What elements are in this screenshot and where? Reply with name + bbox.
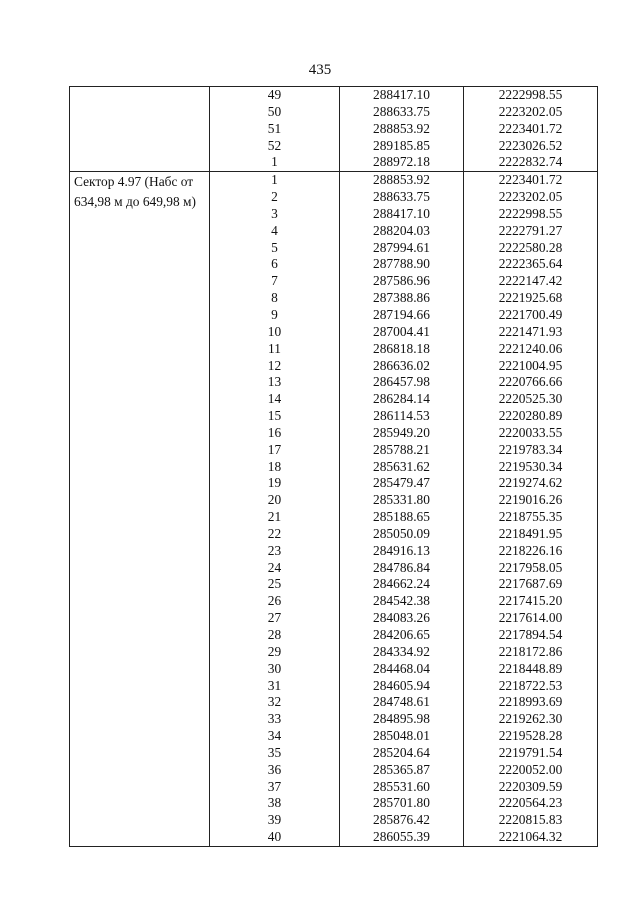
coord-x: 288417.10 xyxy=(340,87,464,104)
coord-x: 286114.53 xyxy=(340,408,464,425)
coord-x: 285331.80 xyxy=(340,492,464,509)
point-number: 49 xyxy=(210,87,340,104)
coord-y: 2219274.62 xyxy=(464,475,598,492)
coord-y: 2219791.54 xyxy=(464,745,598,762)
point-number: 24 xyxy=(210,560,340,577)
sector-label xyxy=(70,87,210,172)
coord-x: 285788.21 xyxy=(340,442,464,459)
coord-y: 2219530.34 xyxy=(464,459,598,476)
point-number: 11 xyxy=(210,341,340,358)
coord-y: 2221700.49 xyxy=(464,307,598,324)
coord-y: 2217614.00 xyxy=(464,610,598,627)
point-number: 20 xyxy=(210,492,340,509)
coord-x: 284916.13 xyxy=(340,543,464,560)
coord-x: 288853.92 xyxy=(340,121,464,138)
sector-block xyxy=(70,172,598,847)
coord-y: 2222791.27 xyxy=(464,223,598,240)
point-number: 10 xyxy=(210,324,340,341)
coordinates-table xyxy=(69,86,598,847)
coord-x: 284206.65 xyxy=(340,627,464,644)
coord-y: 2220033.55 xyxy=(464,425,598,442)
coord-y: 2218755.35 xyxy=(464,509,598,526)
coord-y: 2217894.54 xyxy=(464,627,598,644)
coord-y: 2218993.69 xyxy=(464,694,598,711)
coord-y: 2221471.93 xyxy=(464,324,598,341)
point-number: 29 xyxy=(210,644,340,661)
coord-y: 2223401.72 xyxy=(464,172,598,189)
coord-y: 2222580.28 xyxy=(464,240,598,257)
point-number: 35 xyxy=(210,745,340,762)
coord-x: 285479.47 xyxy=(340,475,464,492)
coord-y: 2222365.64 xyxy=(464,256,598,273)
point-number: 23 xyxy=(210,543,340,560)
point-number: 31 xyxy=(210,678,340,695)
coord-y: 2221240.06 xyxy=(464,341,598,358)
point-number: 1 xyxy=(210,172,340,189)
coord-y: 2218448.89 xyxy=(464,661,598,678)
coord-y: 2222147.42 xyxy=(464,273,598,290)
coord-x: 286284.14 xyxy=(340,391,464,408)
coord-x: 287586.96 xyxy=(340,273,464,290)
coord-y: 2218172.86 xyxy=(464,644,598,661)
point-number: 7 xyxy=(210,273,340,290)
coord-y: 2222998.55 xyxy=(464,206,598,223)
coord-x: 285531.60 xyxy=(340,779,464,796)
page-number: 435 xyxy=(308,62,332,78)
point-number: 13 xyxy=(210,374,340,391)
coord-x: 285631.62 xyxy=(340,459,464,476)
point-number: 25 xyxy=(210,576,340,593)
coord-x: 287788.90 xyxy=(340,256,464,273)
coord-y: 2220766.66 xyxy=(464,374,598,391)
coord-x: 286818.18 xyxy=(340,341,464,358)
coord-y: 2221064.32 xyxy=(464,829,598,846)
coord-y: 2222998.55 xyxy=(464,87,598,104)
coord-y: 2219783.34 xyxy=(464,442,598,459)
coord-x: 288633.75 xyxy=(340,104,464,121)
coord-x: 287388.86 xyxy=(340,290,464,307)
point-number: 12 xyxy=(210,358,340,375)
coord-y: 2223202.05 xyxy=(464,189,598,206)
coord-x: 285949.20 xyxy=(340,425,464,442)
coord-x: 287194.66 xyxy=(340,307,464,324)
point-number: 34 xyxy=(210,728,340,745)
point-number: 17 xyxy=(210,442,340,459)
point-number: 2 xyxy=(210,189,340,206)
point-number: 14 xyxy=(210,391,340,408)
point-number: 16 xyxy=(210,425,340,442)
coord-y: 2223202.05 xyxy=(464,104,598,121)
point-number: 6 xyxy=(210,256,340,273)
coord-x: 286636.02 xyxy=(340,358,464,375)
table-row xyxy=(70,87,598,104)
point-number: 21 xyxy=(210,509,340,526)
coord-x: 285365.87 xyxy=(340,762,464,779)
coord-y: 2222832.74 xyxy=(464,154,598,171)
coord-x: 285048.01 xyxy=(340,728,464,745)
coord-y: 2221004.95 xyxy=(464,358,598,375)
coord-x: 284334.92 xyxy=(340,644,464,661)
point-number: 27 xyxy=(210,610,340,627)
coord-y: 2220052.00 xyxy=(464,762,598,779)
coord-y: 2219016.26 xyxy=(464,492,598,509)
point-number: 4 xyxy=(210,223,340,240)
coord-x: 284605.94 xyxy=(340,678,464,695)
coord-y: 2217687.69 xyxy=(464,576,598,593)
coord-y: 2220309.59 xyxy=(464,779,598,796)
coord-x: 288417.10 xyxy=(340,206,464,223)
coord-y: 2217415.20 xyxy=(464,593,598,610)
point-number: 5 xyxy=(210,240,340,257)
coord-x: 285188.65 xyxy=(340,509,464,526)
coord-y: 2220815.83 xyxy=(464,812,598,829)
point-number: 19 xyxy=(210,475,340,492)
coord-y: 2218722.53 xyxy=(464,678,598,695)
point-number: 22 xyxy=(210,526,340,543)
point-number: 52 xyxy=(210,138,340,155)
coord-y: 2220525.30 xyxy=(464,391,598,408)
coord-x: 286055.39 xyxy=(340,829,464,846)
coord-y: 2223401.72 xyxy=(464,121,598,138)
coord-y: 2218491.95 xyxy=(464,526,598,543)
coord-x: 288853.92 xyxy=(340,172,464,189)
coord-x: 287004.41 xyxy=(340,324,464,341)
coord-x: 289185.85 xyxy=(340,138,464,155)
point-number: 3 xyxy=(210,206,340,223)
point-number: 15 xyxy=(210,408,340,425)
point-number: 8 xyxy=(210,290,340,307)
point-number: 39 xyxy=(210,812,340,829)
coord-y: 2220564.23 xyxy=(464,795,598,812)
point-number: 9 xyxy=(210,307,340,324)
coord-y: 2220280.89 xyxy=(464,408,598,425)
point-number: 38 xyxy=(210,795,340,812)
point-number: 26 xyxy=(210,593,340,610)
coord-x: 284662.24 xyxy=(340,576,464,593)
coord-y: 2219262.30 xyxy=(464,711,598,728)
point-number: 30 xyxy=(210,661,340,678)
point-number: 33 xyxy=(210,711,340,728)
coord-y: 2218226.16 xyxy=(464,543,598,560)
coord-y: 2219528.28 xyxy=(464,728,598,745)
coord-x: 284083.26 xyxy=(340,610,464,627)
coord-x: 284786.84 xyxy=(340,560,464,577)
coord-x: 288972.18 xyxy=(340,154,464,171)
coord-x: 285204.64 xyxy=(340,745,464,762)
coord-x: 288204.03 xyxy=(340,223,464,240)
point-number: 36 xyxy=(210,762,340,779)
point-number: 1 xyxy=(210,154,340,171)
point-number: 28 xyxy=(210,627,340,644)
sector-label: Сектор 4.97 (Набс от 634,98 м до 649,98 м) xyxy=(70,172,210,847)
point-number: 32 xyxy=(210,694,340,711)
coord-x: 286457.98 xyxy=(340,374,464,391)
coord-x: 285876.42 xyxy=(340,812,464,829)
coord-x: 284748.61 xyxy=(340,694,464,711)
coord-y: 2217958.05 xyxy=(464,560,598,577)
point-number: 40 xyxy=(210,829,340,846)
coord-x: 284542.38 xyxy=(340,593,464,610)
coord-x: 285050.09 xyxy=(340,526,464,543)
coord-y: 2223026.52 xyxy=(464,138,598,155)
coord-y: 2221925.68 xyxy=(464,290,598,307)
sector-block xyxy=(70,87,598,172)
coord-x: 284895.98 xyxy=(340,711,464,728)
point-number: 51 xyxy=(210,121,340,138)
point-number: 18 xyxy=(210,459,340,476)
coord-x: 284468.04 xyxy=(340,661,464,678)
coord-x: 288633.75 xyxy=(340,189,464,206)
table-row xyxy=(70,172,598,189)
coord-x: 287994.61 xyxy=(340,240,464,257)
point-number: 37 xyxy=(210,779,340,796)
coord-x: 285701.80 xyxy=(340,795,464,812)
point-number: 50 xyxy=(210,104,340,121)
